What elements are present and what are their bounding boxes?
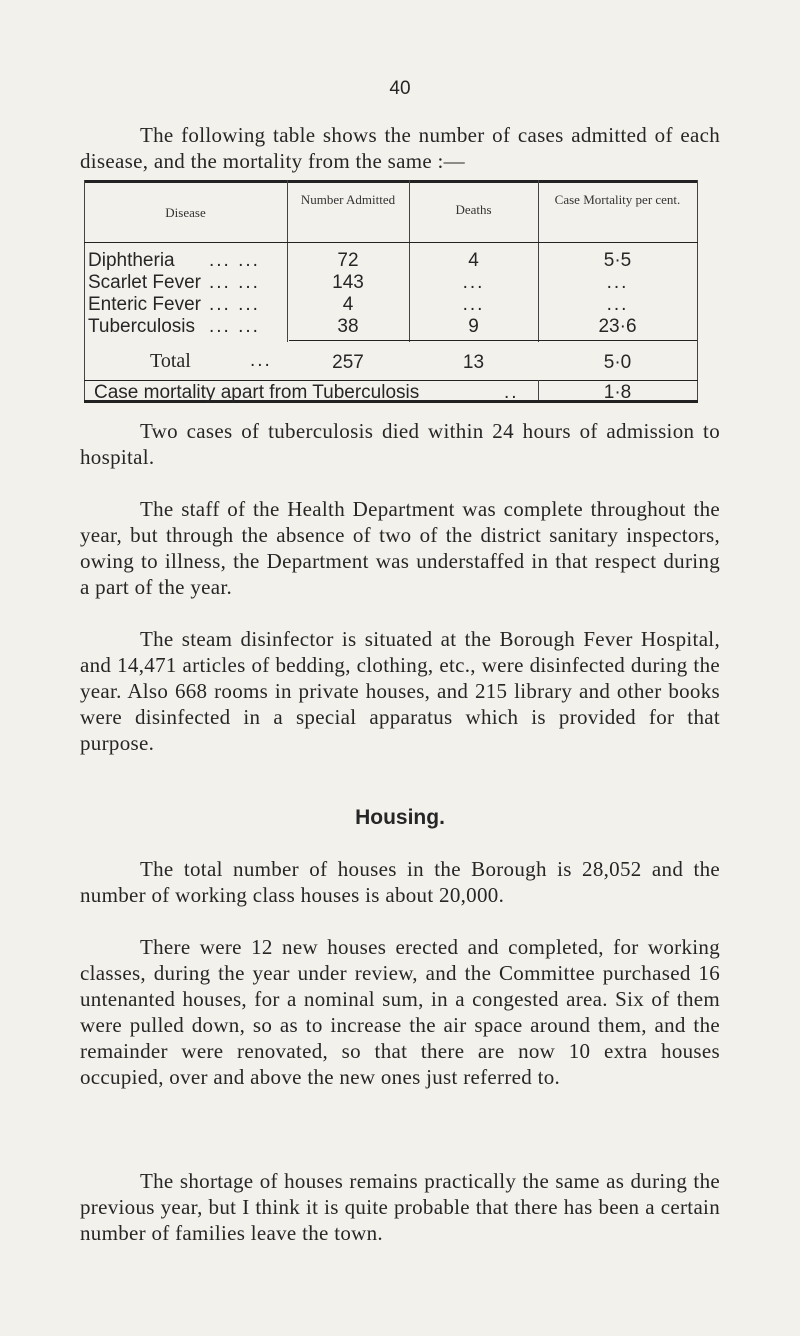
admitted-value: 38 [337,316,359,337]
paragraph-houses-total: The total number of houses in the Borough is 28,052 and the number of working class houses is about 20,000. [80,857,720,907]
page-number: 40 [389,78,411,99]
paragraph-staff: The staff of the Health Department was complete throughout the year, but through the absence of two of the district sanitary inspectors, owing to illness, the Department was understaffed in that respect during a part of the year. [80,497,720,599]
paragraph-new-houses: There were 12 new houses erected and completed, for working classes, during the year under review, and the Committee purchased 16 untenanted houses, for a nominal sum, in a congested area. Six of them were pulled down, so as to increase the air space around them, and the remainder were renovated, so that there are now 10 extra houses occupied, over and above the new ones just referred to. [80,935,720,1089]
total-label: Total [150,350,191,372]
admitted-value: 72 [337,250,359,271]
section-heading-housing: Housing. [355,806,445,829]
dot-leader: ... ... [209,316,260,337]
dot-leader: ... ... [209,272,260,293]
footer-label: Case mortality apart from Tuberculosis [94,382,420,403]
mortality-value: 5·5 [603,250,632,271]
header-deaths: Deaths [455,202,492,217]
total-bottom-rule [84,380,698,381]
disease-name: Enteric Fever [88,294,201,315]
total-admitted: 257 [332,352,364,373]
mortality-value: 23·6 [598,316,637,337]
table-top-rule [84,180,698,183]
deaths-value: 9 [468,316,479,337]
dot-leader: ... ... [209,294,260,315]
disease-name: Tuberculosis [88,316,196,337]
admitted-value: 4 [342,294,354,315]
header-mortality: Case Mortality per cent. [554,192,681,207]
header-admitted: Number Admitted [300,192,396,207]
disease-name: Scarlet Fever [88,272,201,293]
admitted-value: 143 [332,272,364,293]
dot-leader: ... [250,350,272,371]
deaths-value: ... [462,294,485,315]
deaths-value: 4 [468,250,479,271]
paragraph-shortage: The shortage of houses remains practically the same as during the previous year, but I think it is quite probable that there has been a certain number of families leave the town. [80,1169,720,1245]
table-right-rule [697,180,698,402]
disease-name: Diphtheria [88,250,175,271]
total-rule [289,340,697,341]
deaths-value: ... [462,272,485,293]
disease-table [84,180,698,402]
mortality-value: ... [606,272,629,293]
total-deaths: 13 [462,352,485,373]
dot-leader: ... ... [209,250,260,271]
paragraph-tuberculosis: Two cases of tuberculosis died within 24 hours of admission to hospital. [80,419,720,469]
header-disease: Disease [165,205,206,220]
paragraph-disinfector: The steam disinfector is situated at the Borough Fever Hospital, and 14,471 articles of bedding, clothing, etc., were disinfected during the year. Also 668 rooms in private houses, and 215 library and other books were disinfected in a special apparatus which is provided for that purpose. [80,627,720,755]
total-mortality: 5·0 [603,352,632,373]
mortality-value: ... [606,294,629,315]
footer-value: 1·8 [603,382,632,403]
header-rule [84,242,698,243]
dot-leader: .. [504,382,519,403]
intro-paragraph: The following table shows the number of cases admitted of each disease, and the mortality from the same :— [80,123,720,173]
